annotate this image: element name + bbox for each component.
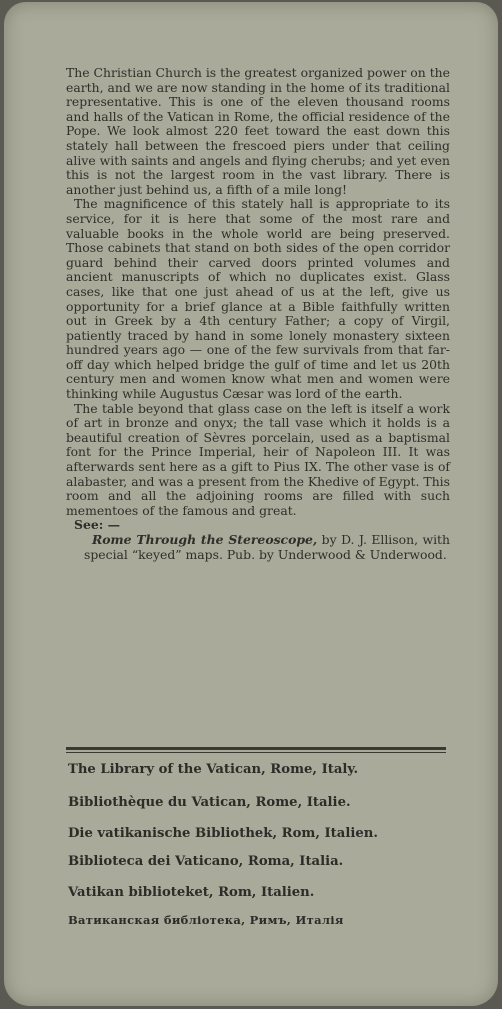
paragraph-1: The Christian Church is the greatest organized power on the earth, and we are now standing in the home of its traditional representative. This is one of the eleven thousand rooms and halls of the Vatican in Rome, the official residence of the Pope. We look almost 220 feet toward the east down this stately hall between the frescoed piers under that ceiling alive with saints and angels and flying cherubs; and yet even this is not the largest room in the vast library. There is another just behind us, a fifth of a mile long! xyxy=(66,65,450,197)
title-italian: Biblioteca dei Vaticano, Roma, Italia. xyxy=(68,854,344,869)
description-text xyxy=(66,66,450,562)
title-swedish: Vatikan biblioteket, Rom, Italien. xyxy=(68,885,315,900)
divider-rule xyxy=(66,747,446,753)
title-russian: Ватиканская библіотека, Римъ, Италія xyxy=(68,913,344,927)
title-german: Die vatikanische Bibliothek, Rom, Italien. xyxy=(68,826,378,841)
title-english: The Library of the Vatican, Rome, Italy. xyxy=(68,762,359,777)
stereoview-card-back xyxy=(4,2,498,1006)
paragraph-2: The magnificence of this stately hall is appropriate to its service, for it is here that some of the most rare and valuable books in the whole world are being preserved. Those cabinets that stand on both sides of the open corridor guard behind their carved doors printed volumes and ancient manuscripts of which no duplicates exist. Glass cases, like that one just ahead of us at the left, give us opportunity for a brief glance at a Bible faithfully written out in Greek by a 4th century Father; a copy of Virgil, patiently traced by hand in some lonely monastery sixteen hundred years ago — one of the few survivals from that far-off day which helped bridge the gulf of time and let us 20th century men and women know what men and women were thinking while Augustus Cæsar was lord of the earth. xyxy=(66,196,450,402)
see-label: See: — xyxy=(74,517,120,533)
reference-rest: by D. J. Ellison, with special “keyed” maps. Pub. by Underwood & Underwood. xyxy=(84,532,450,562)
reference xyxy=(66,533,450,562)
paragraph-3: The table beyond that glass case on the left is itself a work of art in bronze and onyx; the tall vase which it holds is a beautiful creation of Sèvres porcelain, used as a baptismal font for the Prince Imperial, heir of Napoleon III. It was afterwards sent here as a gift to Pius IX. The other vase is of alabaster, and was a present from the Khedive of Egypt. This room and all the adjoining rooms are filled with such mementoes of the famous and great. xyxy=(66,400,450,518)
reference-title: Rome Through the Stereoscope, xyxy=(92,532,318,547)
title-french: Bibliothèque du Vatican, Rome, Italie. xyxy=(68,795,351,810)
